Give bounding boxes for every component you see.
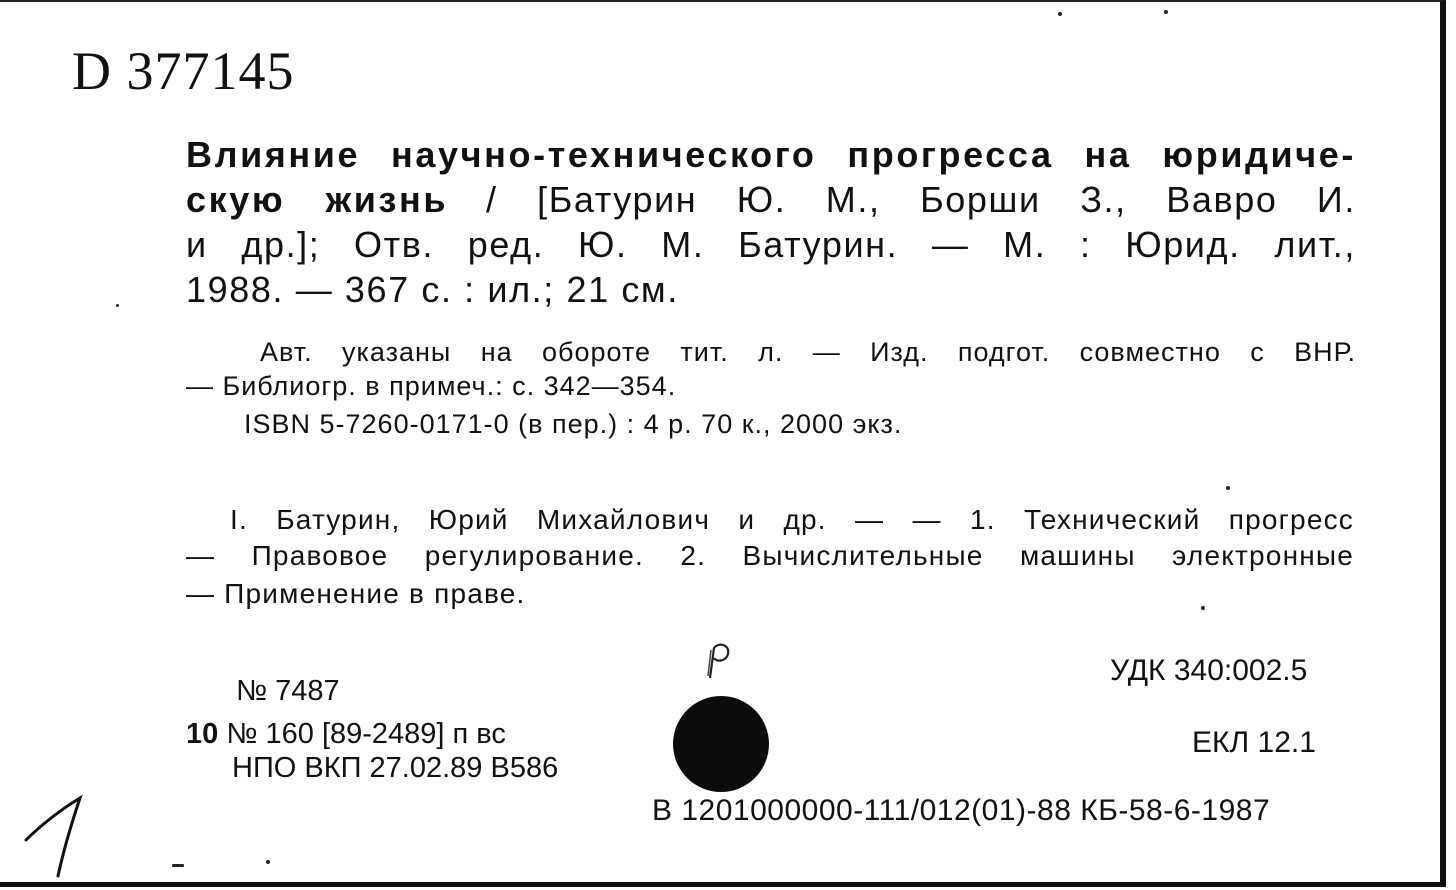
registration-number: № 160 [89-2489] п вс: [226, 718, 506, 750]
card-number: № 7487: [236, 675, 340, 707]
speck: [266, 860, 270, 864]
handwritten-mark: [700, 640, 740, 682]
speck: [1226, 486, 1230, 490]
subject-line-1: [230, 504, 1354, 536]
title-line-1: Влияние научно-технического прогресса на юридиче-: [186, 134, 1356, 175]
note-line-1: [260, 334, 1356, 370]
udk-code: УДК 340:002.5: [1110, 654, 1308, 687]
title-line-2: [186, 177, 1356, 222]
registration-line: [186, 718, 506, 751]
speck: [172, 864, 184, 867]
note-line-1-text: Авт. указаны на обороте тит. л. — Изд. подгот. совместно с ВНР.: [260, 337, 1356, 367]
npo-line: НПО ВКП 27.02.89 В586: [232, 752, 559, 784]
handwritten-number-one: [18, 792, 98, 882]
title-line-2-bold: скую жизнь: [186, 179, 449, 220]
subject-line-2-text: — Правовое регулирование. 2. Вычислительные машины электронные: [186, 540, 1354, 571]
subject-line-3: — Применение в праве.: [186, 578, 526, 609]
title-line-3: и др.]; Отв. ред. Ю. М. Батурин. — М. : Юрид. лит.,: [186, 224, 1356, 265]
subject-line-2: [186, 540, 1354, 572]
bottom-code: В 1201000000-111/012(01)-88 КБ-58-6-1987: [652, 794, 1271, 827]
isbn-line: ISBN 5-7260-0171-0 (в пер.) : 4 р. 70 к., 2000 экз.: [244, 409, 903, 439]
note-line-2: — Библиогр. в примеч.: с. 342—354.: [186, 371, 677, 401]
card-code: D 377145: [72, 41, 295, 101]
speck: [1164, 10, 1168, 14]
registration-prefix: 10: [186, 718, 219, 750]
punch-hole: [673, 696, 769, 792]
ekl-code: ЕКЛ 12.1: [1192, 726, 1316, 759]
subject-line-1-text: I. Батурин, Юрий Михайлович и др. — — 1. Технический прогресс: [230, 504, 1354, 535]
title-line-2-authors: / [Батурин Ю. М., Борши З., Вавро И.: [486, 179, 1356, 220]
speck: [1058, 12, 1062, 16]
title-line-4: 1988. — 367 с. : ил.; 21 см.: [186, 269, 679, 310]
speck: [116, 304, 119, 307]
bibliographic-description: [186, 132, 1356, 312]
speck: [1201, 606, 1205, 610]
